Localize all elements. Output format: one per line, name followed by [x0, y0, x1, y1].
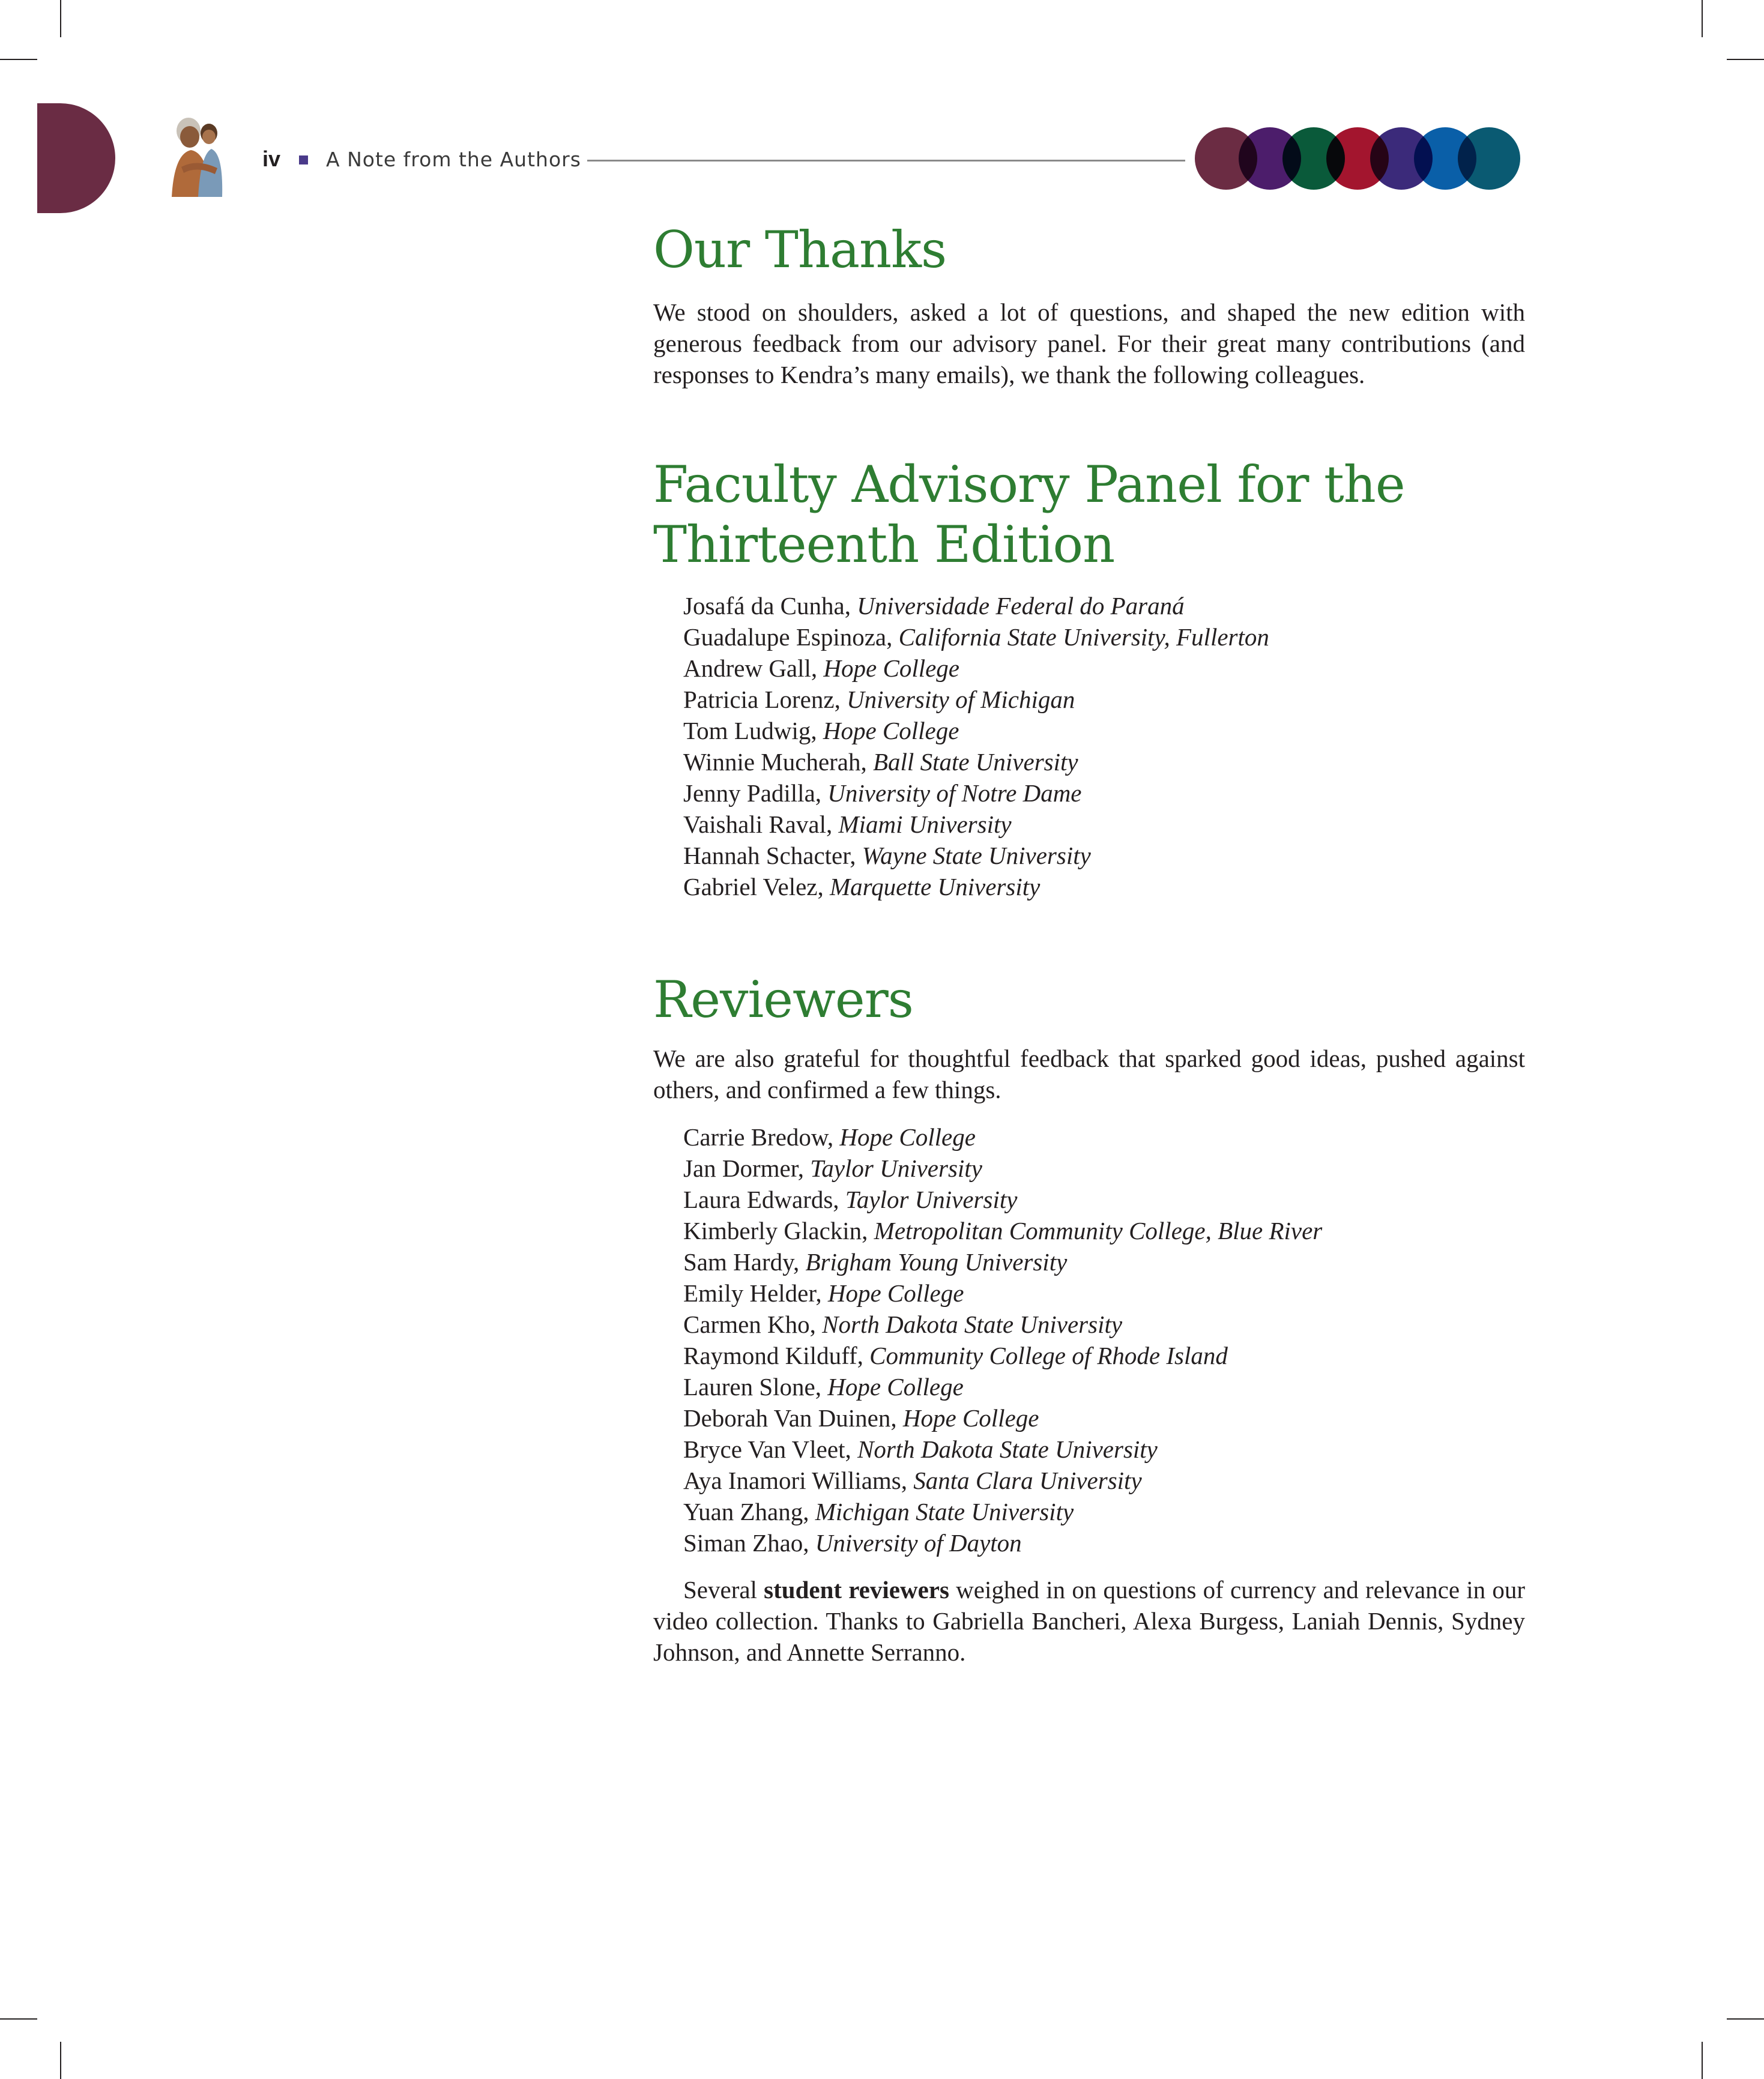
name-list-item [683, 590, 1269, 621]
reviewers-heading: Reviewers [653, 970, 913, 1029]
person-affiliation: Miami University [838, 810, 1012, 838]
person-affiliation: Hope College [823, 654, 960, 682]
person-name: Josafá da Cunha, [683, 592, 857, 620]
name-list-item [683, 1340, 1322, 1371]
person-name: Andrew Gall, [683, 654, 824, 682]
name-list-item [683, 746, 1269, 777]
person-name: Siman Zhao, [683, 1529, 815, 1557]
panel-heading-line2: Thirteenth Edition [653, 515, 1115, 574]
person-name: Vaishali Raval, [683, 810, 839, 838]
person-affiliation: California State University, Fullerton [898, 623, 1269, 651]
person-name: Lauren Slone, [683, 1373, 828, 1401]
person-name: Kimberly Glackin, [683, 1217, 874, 1245]
person-affiliation: Community College of Rhode Island [869, 1342, 1228, 1369]
name-list-item [683, 1527, 1322, 1558]
person-affiliation: Hope College [827, 1279, 964, 1307]
running-title: A Note from the Authors [326, 148, 581, 171]
grandparent-child-photo [163, 107, 229, 197]
person-name: Raymond Kilduff, [683, 1342, 870, 1369]
student-reviewers-pre: Several [683, 1576, 764, 1604]
name-list-item [683, 1215, 1322, 1246]
student-reviewers-post: weighed in on questions of currency and relevance in our video collection. Thanks to Gabriella Bancheri, Alexa Burgess, Laniah Dennis, Sydney Johnson, and Annette Serranno. [653, 1576, 1525, 1666]
person-name: Gabriel Velez, [683, 873, 830, 901]
header-dot [1458, 127, 1520, 190]
person-name: Laura Edwards, [683, 1186, 845, 1213]
name-list-item [683, 1278, 1322, 1309]
header-dot-strip [1195, 127, 1531, 191]
person-name: Jan Dormer, [683, 1154, 811, 1182]
name-list-item [683, 1434, 1322, 1465]
crop-mark [60, 2042, 61, 2079]
person-affiliation: Hope College [823, 717, 959, 744]
crop-mark [0, 2018, 37, 2020]
name-list-item [683, 840, 1269, 871]
person-name: Yuan Zhang, [683, 1498, 815, 1525]
person-affiliation: Michigan State University [815, 1498, 1074, 1525]
crop-mark [60, 0, 61, 37]
person-name: Tom Ludwig, [683, 717, 823, 744]
name-list-item [683, 621, 1269, 653]
person-affiliation: Santa Clara University [913, 1467, 1142, 1494]
person-name: Carmen Kho, [683, 1311, 823, 1338]
person-affiliation: North Dakota State University [822, 1311, 1123, 1338]
person-name: Carrie Bredow, [683, 1123, 840, 1151]
person-name: Deborah Van Duinen, [683, 1404, 903, 1432]
person-name: Bryce Van Vleet, [683, 1435, 857, 1463]
name-list-item [683, 715, 1269, 746]
our-thanks-body: We stood on shoulders, asked a lot of questions, and shaped the new edition with generous feedback from our advisory panel. For their great many contributions (and responses to Kendra’s many emails), we thank the following colleagues. [653, 298, 1525, 388]
person-affiliation: Wayne State University [862, 842, 1091, 869]
person-affiliation: University of Dayton [815, 1529, 1022, 1557]
page-number: iv [262, 146, 281, 171]
header-accent-tab [37, 103, 115, 213]
reviewers-list [683, 1121, 1322, 1558]
bullet-square-icon [299, 155, 308, 164]
person-affiliation: Marquette University [830, 873, 1041, 901]
person-name: Winnie Mucherah, [683, 748, 873, 776]
person-name: Patricia Lorenz, [683, 686, 847, 713]
person-affiliation: Universidade Federal do Paraná [857, 592, 1185, 620]
person-name: Aya Inamori Williams, [683, 1467, 914, 1494]
student-reviewers-paragraph [653, 1574, 1525, 1668]
crop-mark [1727, 2018, 1764, 2020]
person-affiliation: Hope College [827, 1373, 964, 1401]
name-list-item [683, 1371, 1322, 1402]
person-affiliation: Taylor University [810, 1154, 982, 1182]
our-thanks-heading: Our Thanks [653, 220, 947, 279]
person-affiliation: University of Notre Dame [827, 779, 1082, 807]
name-list-item [683, 653, 1269, 684]
reviewers-intro: We are also grateful for thoughtful feedback that sparked good ideas, pushed against others, and confirmed a few things. [653, 1045, 1525, 1103]
name-list-item [683, 777, 1269, 809]
name-list-item [683, 1121, 1322, 1153]
person-affiliation: Hope College [839, 1123, 976, 1151]
crop-mark [1727, 59, 1764, 60]
name-list-item [683, 1465, 1322, 1496]
advisory-panel-list [683, 590, 1269, 902]
person-affiliation: University of Michigan [847, 686, 1075, 713]
person-name: Emily Helder, [683, 1279, 828, 1307]
name-list-item [683, 1496, 1322, 1527]
name-list-item [683, 1184, 1322, 1215]
crop-mark [1702, 0, 1703, 37]
name-list-item [683, 684, 1269, 715]
name-list-item [683, 809, 1269, 840]
crop-mark [1702, 2042, 1703, 2079]
name-list-item [683, 871, 1269, 902]
person-affiliation: Taylor University [845, 1186, 1018, 1213]
person-name: Hannah Schacter, [683, 842, 862, 869]
crop-mark [0, 59, 37, 60]
person-affiliation: North Dakota State University [857, 1435, 1158, 1463]
student-reviewers-bold: student reviewers [764, 1576, 949, 1604]
name-list-item [683, 1153, 1322, 1184]
person-name: Guadalupe Espinoza, [683, 623, 899, 651]
person-affiliation: Metropolitan Community College, Blue River [874, 1217, 1323, 1245]
person-name: Sam Hardy, [683, 1248, 806, 1276]
name-list-item [683, 1309, 1322, 1340]
person-affiliation: Ball State University [873, 748, 1078, 776]
person-affiliation: Hope College [902, 1404, 1039, 1432]
header-rule [587, 160, 1185, 161]
person-name: Jenny Padilla, [683, 779, 828, 807]
panel-heading-line1: Faculty Advisory Panel for the [653, 455, 1405, 514]
name-list-item [683, 1402, 1322, 1434]
name-list-item [683, 1246, 1322, 1278]
person-affiliation: Brigham Young University [805, 1248, 1068, 1276]
